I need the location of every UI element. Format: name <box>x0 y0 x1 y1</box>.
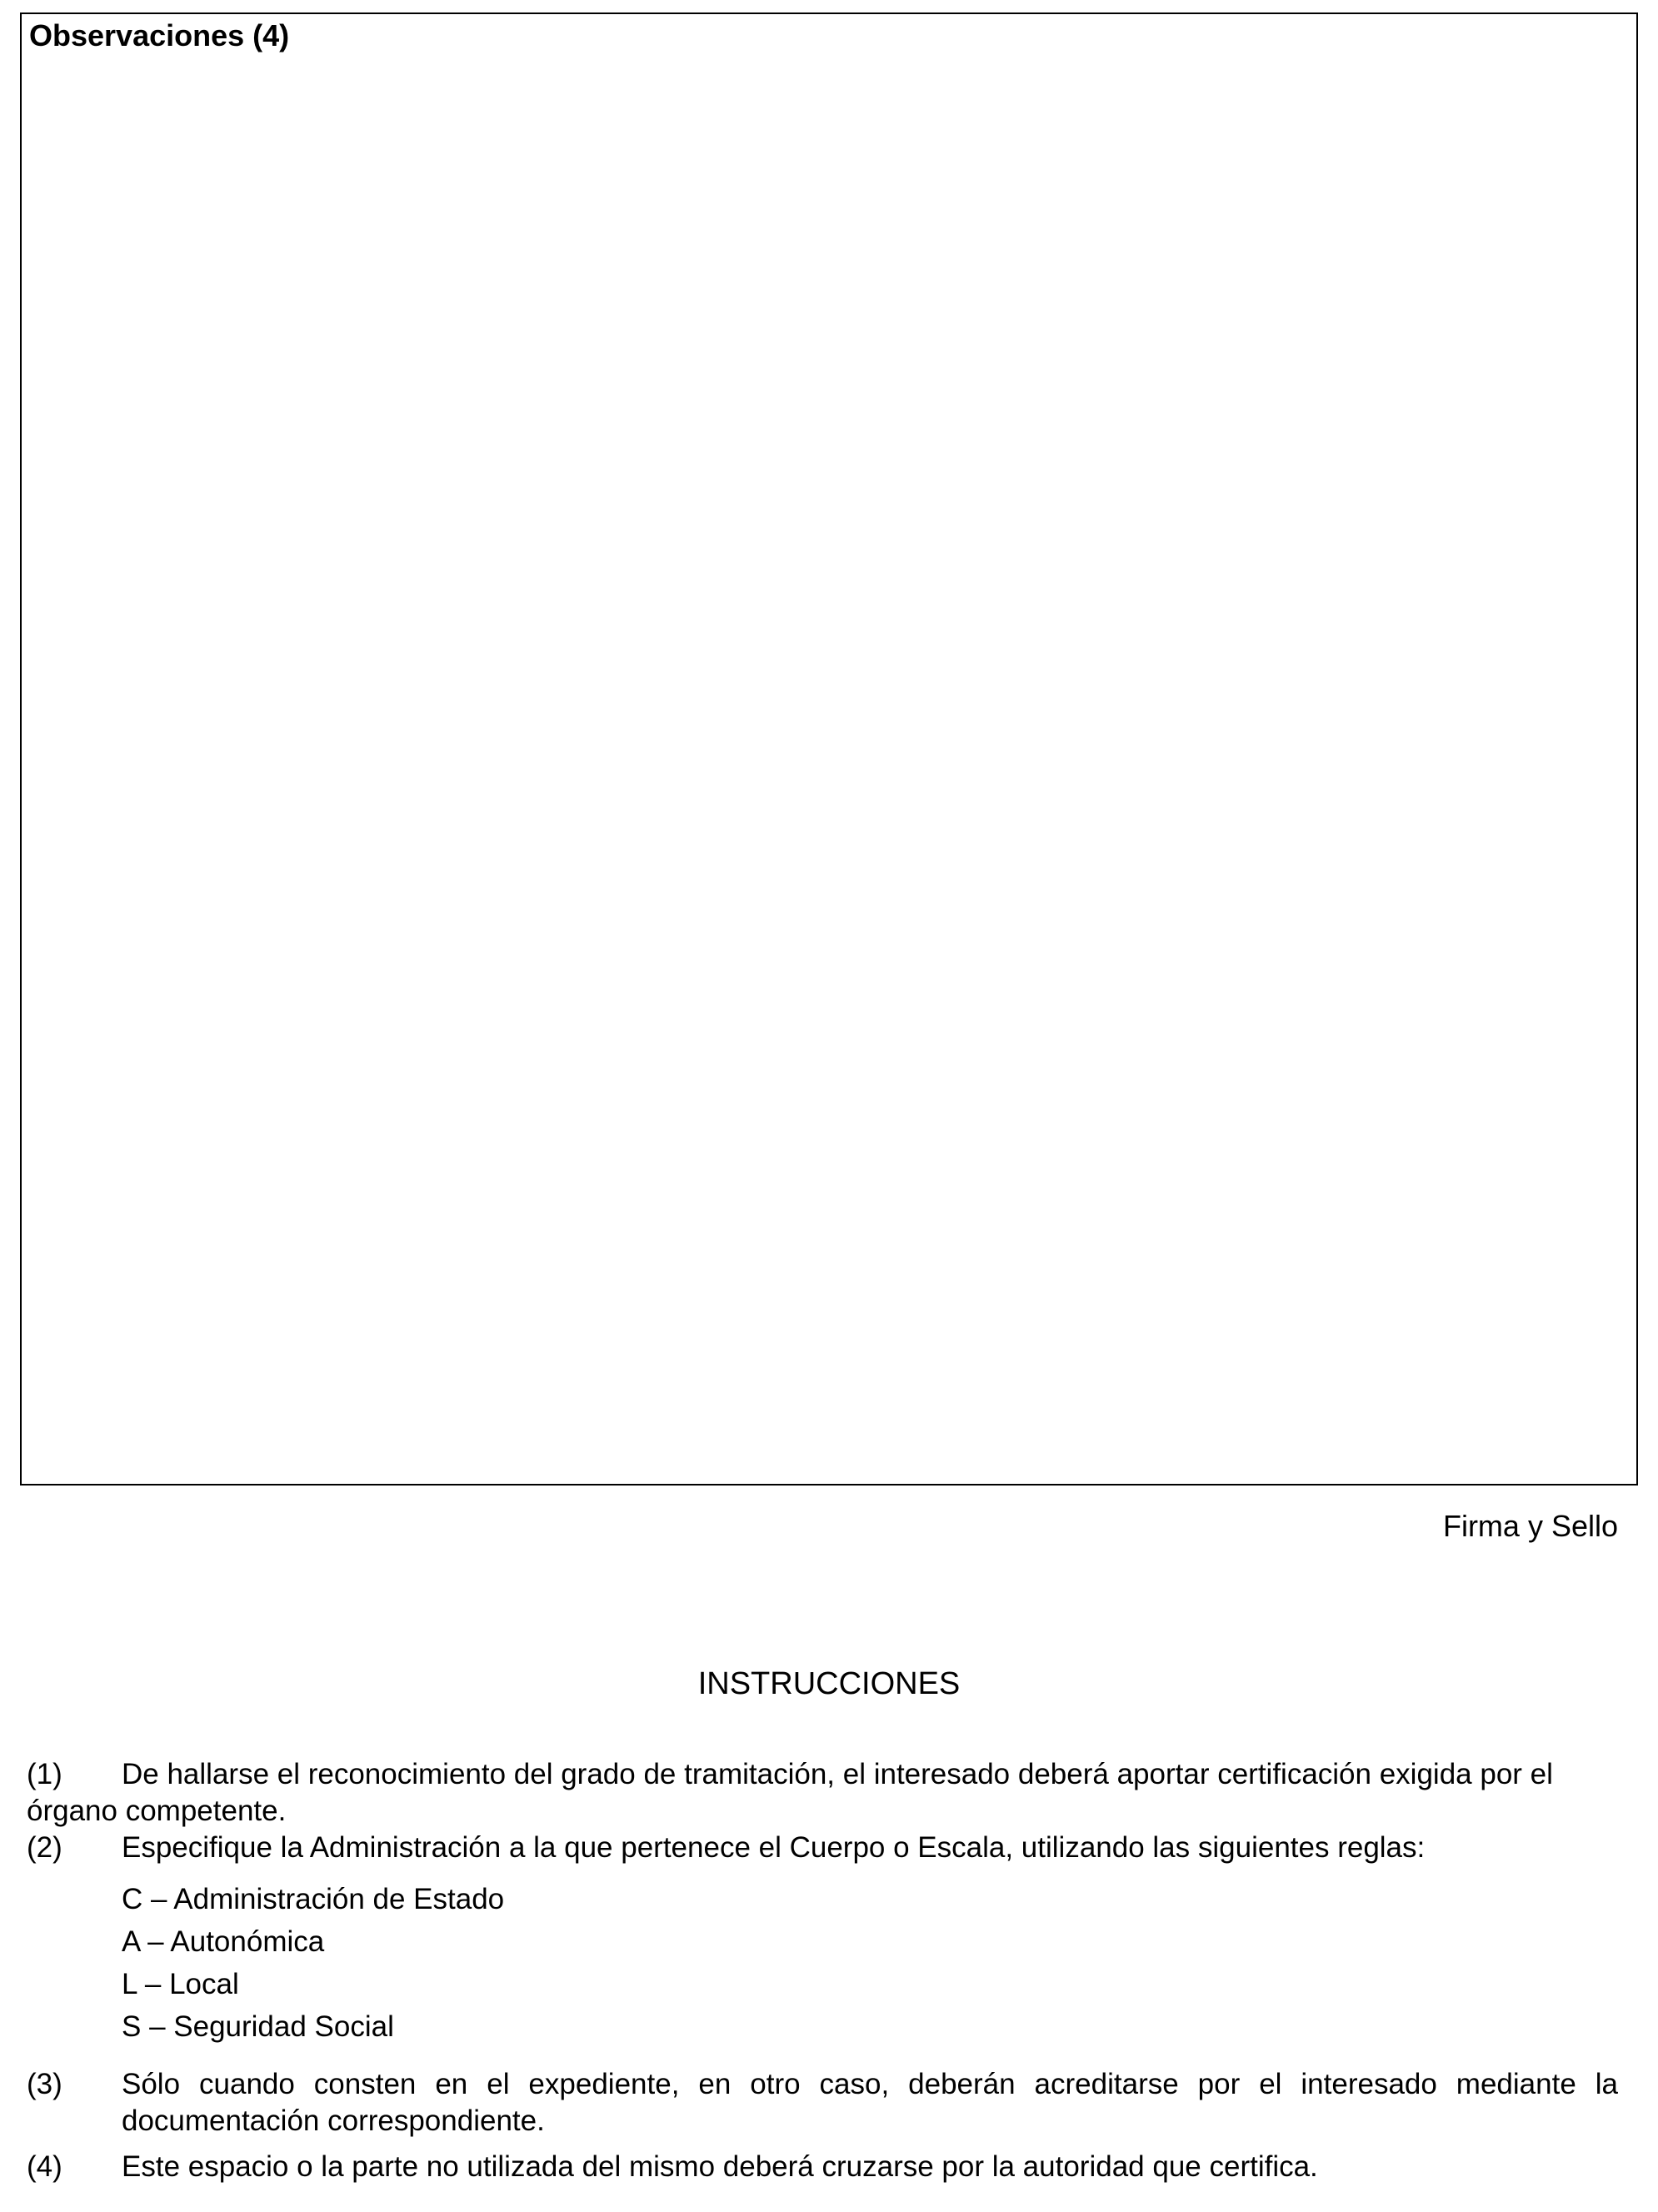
note-marker-4: (4) <box>27 2150 62 2183</box>
note-text-3: Sólo cuando consten en el expediente, en otro caso, deberán acreditarse por el interesado mediante la documentación correspondiente. <box>122 2068 1618 2137</box>
note-text-4: Este espacio o la parte no utilizada del mismo deberá cruzarse por la autoridad que certifica. <box>122 2150 1318 2183</box>
rule-item-administracion-estado: C – Administración de Estado <box>122 1883 505 1915</box>
note-text-2: Especifique la Administración a la que pertenece el Cuerpo o Escala, utilizando las siguientes reglas: <box>122 1831 1426 1864</box>
rule-item-seguridad-social: S – Seguridad Social <box>122 2010 394 2043</box>
signature-label: Firma y Sello <box>1442 1509 1618 1543</box>
note-marker-1: (1) <box>27 1758 62 1790</box>
rule-item-autonomica: A – Autonómica <box>122 1925 325 1958</box>
instructions-heading: INSTRUCCIONES <box>697 1666 961 1701</box>
note-marker-2: (2) <box>27 1831 62 1864</box>
rule-item-local: L – Local <box>122 1968 239 2000</box>
observations-title: Observaciones (4) <box>29 18 290 52</box>
observations-box <box>20 12 1638 1485</box>
note-text-1: De hallarse el reconocimiento del grado de tramitación, el interesado deberá aportar certificación exigida por el órgano competente. <box>27 1758 1553 1827</box>
note-marker-3: (3) <box>27 2068 62 2100</box>
